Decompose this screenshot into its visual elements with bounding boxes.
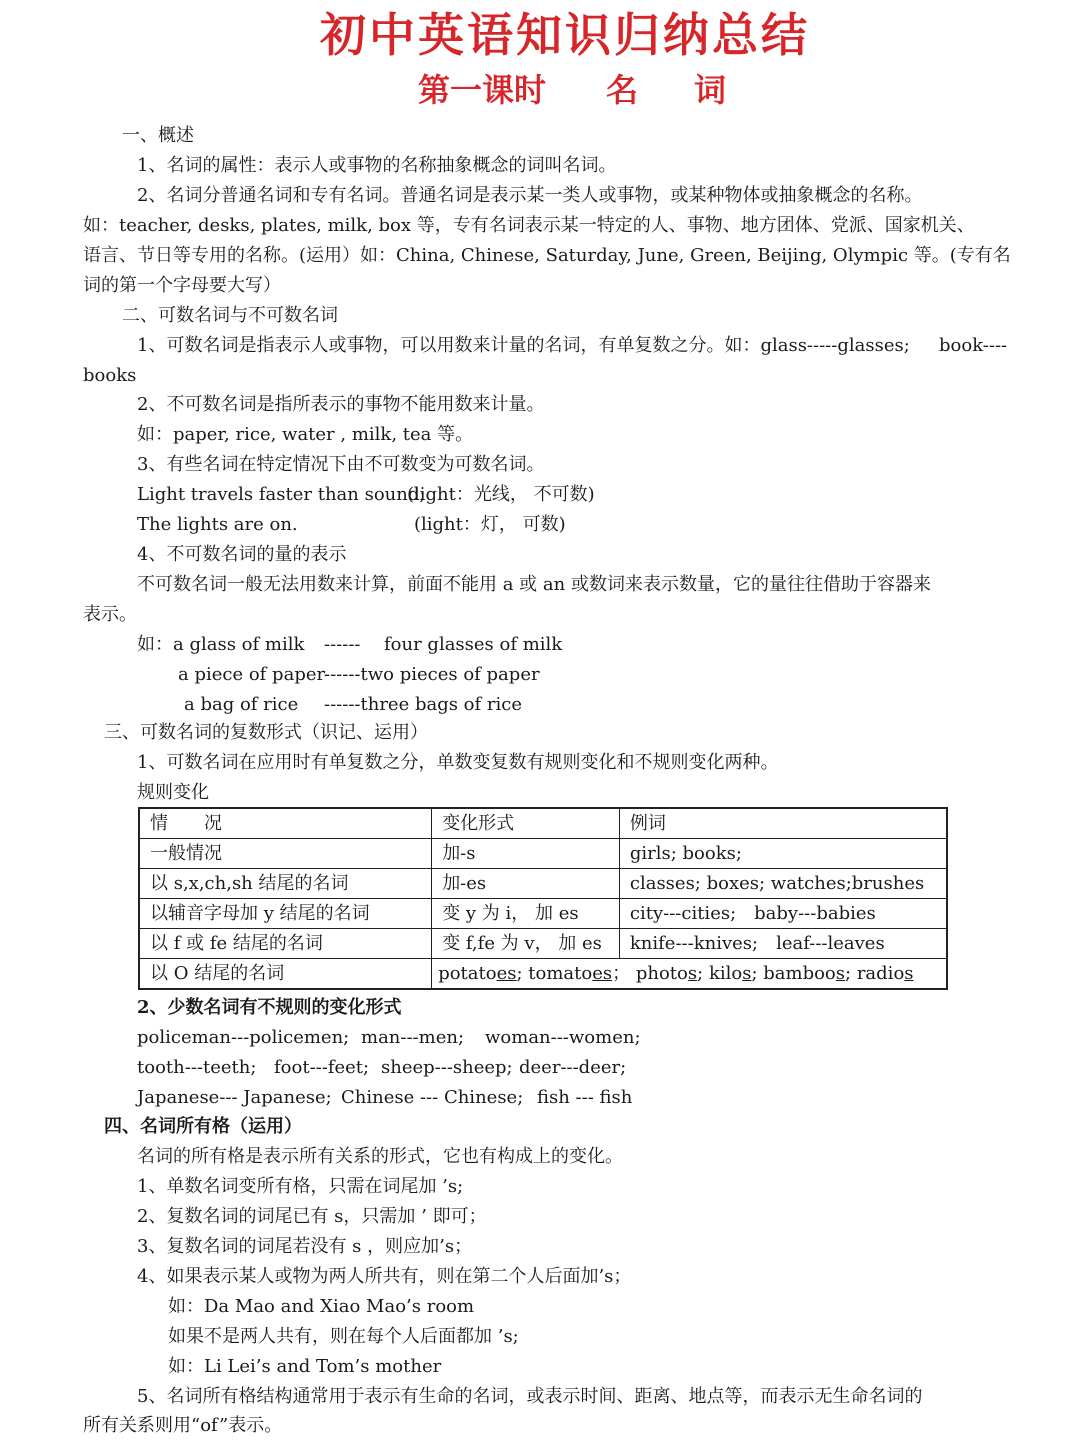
table-header-row — [139, 808, 947, 839]
irregular-pair: foot---feet; — [274, 1057, 370, 1078]
section-heading-overview: 一、概述 — [122, 125, 194, 146]
paragraph-line: 表示。 — [83, 604, 137, 625]
paragraph-line: 不可数名词一般无法用数来计算，前面不能用 a 或 an 或数词来表示数量，它的量往往借助于容器来 — [137, 574, 931, 595]
paragraph-line: 1、可数名词在应用时有单复数之分，单数变复数有规则变化和不规则变化两种。 — [137, 752, 779, 773]
word-suffix: es — [592, 962, 613, 984]
table-row — [139, 899, 947, 929]
plural-rules-table — [138, 807, 948, 990]
example-phrase: four glasses of milk — [384, 634, 563, 655]
word-stem: tomato — [528, 962, 593, 984]
paragraph-line: 如：teacher, desks, plates, milk, box 等，专有名词表示某一特定的人、事物、地方团体、党派、国家机关、 — [83, 215, 975, 236]
paragraph-line: 1、单数名词变所有格，只需在词尾加 ’s; — [137, 1176, 464, 1197]
example-phrase: ------two pieces of paper — [324, 664, 540, 685]
word-stem: potato — [438, 962, 497, 984]
table-cell: 变 f,fe 为 v， 加 es — [432, 929, 620, 959]
irregular-pair: sheep---sheep; — [381, 1057, 513, 1078]
example-sentence: The lights are on. — [137, 514, 298, 535]
paragraph-line: 名词的所有格是表示所有关系的形式，它也有构成上的变化。 — [137, 1146, 623, 1167]
word-suffix: s — [904, 962, 914, 984]
table-cell: 以 s,x,ch,sh 结尾的名词 — [139, 869, 432, 899]
word-suffix: s — [687, 962, 698, 984]
table-cell: city---cities; baby---babies — [619, 899, 947, 929]
paragraph-line: books — [83, 365, 137, 386]
table-header: 例词 — [619, 808, 947, 839]
word-stem: radio — [856, 962, 905, 984]
irregular-pair: Chinese --- Chinese; — [341, 1087, 524, 1108]
paragraph-line: 2、名词分普通名词和专有名词。普通名词是表示某一类人或事物，或某种物体或抽象概念的名称。 — [137, 185, 923, 206]
example-note: (light：灯， 可数) — [414, 514, 566, 535]
paragraph-line: 如果不是两人共有，则在每个人后面都加 ’s; — [168, 1326, 519, 1347]
word-sep: ; — [697, 962, 709, 984]
paragraph-line: 如：paper, rice, water , milk, tea 等。 — [137, 424, 474, 445]
table-row — [139, 839, 947, 869]
paragraph-line: 词的第一个字母要大写） — [83, 275, 281, 296]
example-phrase: 如：Li Lei’s and Tom’s mother — [168, 1356, 442, 1377]
irregular-pair: man---men; — [361, 1027, 465, 1048]
table-row — [139, 929, 947, 959]
table-row — [139, 869, 947, 899]
irregular-pair: policeman---policemen; — [137, 1027, 350, 1048]
table-header: 变化形式 — [432, 808, 620, 839]
word-sep: ； — [612, 962, 636, 984]
example-note: (light：光线， 不可数) — [407, 484, 595, 505]
paragraph-line: 所有关系则用“of”表示。 — [83, 1415, 283, 1436]
table-cell: classes; boxes; watches;brushes — [619, 869, 947, 899]
word-stem: photo — [635, 962, 688, 984]
paragraph-line: 2、不可数名词是指所表示的事物不能用数来计量。 — [137, 394, 545, 415]
table-cell: 以 f 或 fe 结尾的名词 — [139, 929, 432, 959]
table-header: 情 况 — [139, 808, 432, 839]
table-row — [139, 959, 947, 990]
subtitle-char-1: 名 — [606, 71, 639, 109]
paragraph-line: 语言、节日等专用的名称。(运用）如：China, Chinese, Saturday, June, Green, Beijing, Olympic 等。(专有名 — [83, 245, 1011, 266]
example-phrase: a bag of rice — [184, 694, 299, 715]
paragraph-line: book---- — [939, 335, 1008, 356]
paragraph-line: 3、有些名词在特定情况下由不可数变为可数名词。 — [137, 454, 545, 475]
section-heading-plural: 三、可数名词的复数形式（识记、运用） — [104, 722, 428, 743]
irregular-pair: Japanese--- Japanese; — [137, 1087, 332, 1108]
lesson-label: 第一课时 — [418, 71, 547, 109]
paragraph-line: 1、可数名词是指表示人或事物，可以用数来计量的名词，有单复数之分。如：glass-----glasses; — [137, 335, 910, 356]
paragraph-line: 2、少数名词有不规则的变化形式 — [137, 997, 402, 1018]
irregular-pair: tooth---teeth; — [137, 1057, 257, 1078]
section-heading-possessive: 四、名词所有格（运用） — [104, 1116, 302, 1137]
word-sep: ; — [751, 962, 764, 984]
example-phrase: 如：Da Mao and Xiao Mao’s room — [168, 1296, 475, 1317]
irregular-pair: deer---deer; — [519, 1057, 627, 1078]
paragraph-line: 规则变化 — [137, 782, 209, 803]
paragraph-line: 4、不可数名词的量的表示 — [137, 544, 347, 565]
table-cell: 加-s — [432, 839, 620, 869]
irregular-pair: fish --- fish — [537, 1087, 633, 1108]
table-cell: 加-es — [432, 869, 620, 899]
table-cell: 以辅音字母加 y 结尾的名词 — [139, 899, 432, 929]
paragraph-line: 5、名词所有格结构通常用于表示有生命的名词，或表示时间、距离、地点等，而表示无生命名词的 — [137, 1386, 923, 1407]
irregular-pair: woman---women; — [485, 1027, 641, 1048]
table-cell-words — [432, 959, 947, 990]
word-suffix: s — [742, 962, 752, 984]
page-title: 初中英语知识归纳总结 — [320, 8, 810, 62]
example-phrase: a piece of paper — [178, 664, 326, 685]
example-phrase: ------three bags of rice — [324, 694, 522, 715]
subtitle-char-2: 词 — [694, 71, 727, 109]
paragraph-line: 1、名词的属性：表示人或事物的名称抽象概念的词叫名词。 — [137, 155, 617, 176]
word-suffix: s — [835, 962, 846, 984]
word-suffix: es — [496, 962, 517, 984]
word-stem: bamboo — [763, 962, 836, 984]
example-phrase: 如：a glass of milk — [137, 634, 305, 655]
example-dash: ------ — [324, 634, 361, 655]
example-sentence: Light travels faster than sound; — [137, 484, 426, 505]
table-cell: 变 y 为 i， 加 es — [432, 899, 620, 929]
section-heading-countable: 二、可数名词与不可数名词 — [122, 305, 338, 326]
word-sep: ; — [516, 962, 529, 984]
table-cell: knife---knives; leaf---leaves — [619, 929, 947, 959]
paragraph-line: 2、复数名词的词尾已有 s，只需加 ’ 即可； — [137, 1206, 487, 1227]
table-cell: 一般情况 — [139, 839, 432, 869]
table-cell: 以 O 结尾的名词 — [139, 959, 432, 990]
paragraph-line: 3、复数名词的词尾若没有 s ，则应加’s； — [137, 1236, 473, 1257]
table-cell: girls; books; — [619, 839, 947, 869]
paragraph-line: 4、如果表示某人或物为两人所共有，则在第二个人后面加’s； — [137, 1266, 632, 1287]
word-stem: kilo — [708, 962, 743, 984]
word-sep: ; — [845, 962, 857, 984]
